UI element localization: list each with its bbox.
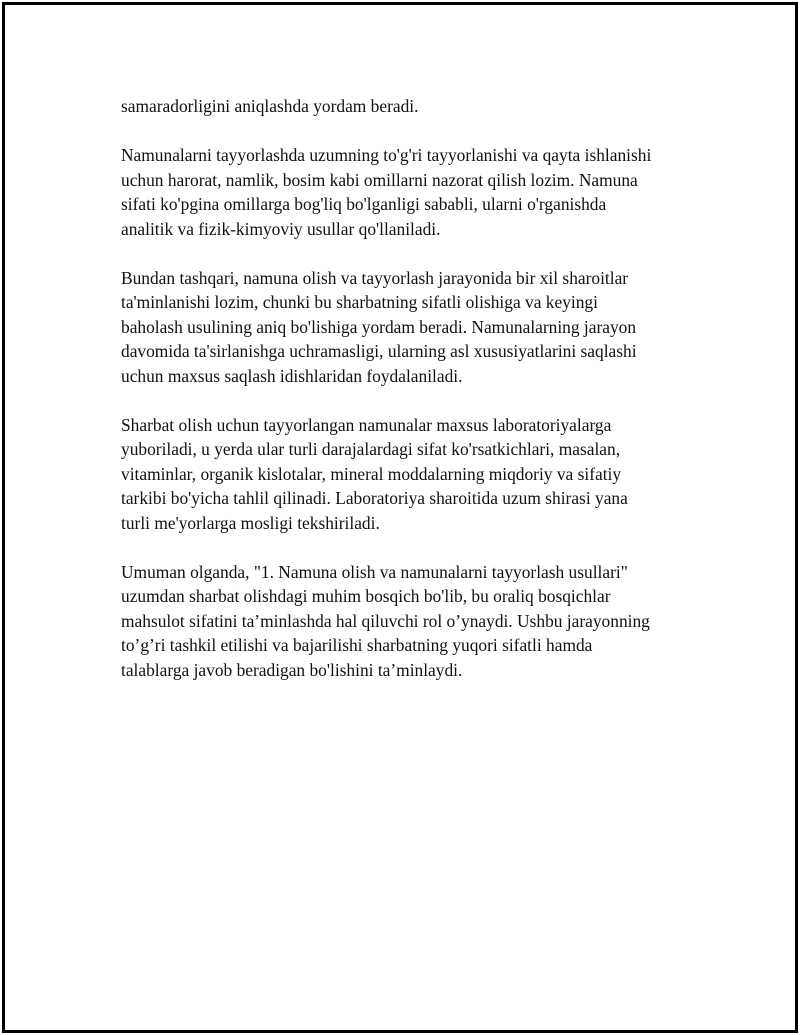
text-line: vitaminlar, organik kislotalar, mineral moddalarning miqdoriy va sifatiy [121, 463, 622, 484]
text-line: tarkibi bo'yicha tahlil qilinadi. Laboratoriya sharoitida uzum shirasi yana [121, 488, 628, 508]
text-line: uchun maxsus saqlash idishlaridan foydalaniladi. [121, 365, 463, 386]
text-line: sifati ko'pgina omillarga bog'liq bo'lganligi sababli, ularni o'rganishda [121, 194, 607, 214]
text-line: Namunalarni tayyorlashda uzumning to'g'ri tayyorlanishi va qayta ishlanishi [121, 145, 652, 165]
text-line: yuboriladi, u yerda ular turli darajalardagi sifat ko'rsatkichlari, masalan, [121, 439, 621, 459]
text-line: analitik va fizik-kimyoviy usullar qo'llaniladi. [121, 218, 441, 239]
text-line: ta'minlanishi lozim, chunki bu sharbatning sifatli olishiga va keyingi [121, 292, 598, 312]
text-line: uchun harorat, namlik, bosim kabi omillarni nazorat qilish lozim. Namuna [121, 169, 638, 190]
paragraph-2 [121, 143, 711, 241]
paragraph-5 [121, 560, 711, 683]
text-line: mahsulot sifatini ta’minlashda hal qiluvchi rol o’ynaydi. Ushbu jarayonning [121, 610, 650, 631]
text-line: Sharbat olish uchun tayyorlangan namunalar maxsus laboratoriyalarga [121, 414, 612, 435]
text-line: baholash usulining aniq bo'lishiga yordam beradi. Namunalarning jarayon [121, 316, 637, 337]
paragraph-3 [121, 266, 711, 389]
page-frame [2, 2, 798, 1033]
document-body [121, 94, 711, 707]
text-line: to’g’ri tashkil etilishi va bajarilishi sharbatning yuqori sifatli hamda [121, 635, 593, 655]
text-line: turli me'yorlarga mosligi tekshiriladi. [121, 512, 380, 533]
text-line: Umuman olganda, "1. Namuna olish va namunalarni tayyorlash usullari" [121, 561, 628, 582]
text-line: samaradorligini aniqlashda yordam beradi. [121, 96, 419, 116]
paragraph-4 [121, 413, 711, 536]
paragraph-1 [121, 94, 711, 119]
text-line: uzumdan sharbat olishdagi muhim bosqich bo'lib, bu oraliq bosqichlar [121, 586, 611, 606]
text-line: talablarga javob beradigan bo'lishini ta’minlaydi. [121, 659, 463, 680]
text-line: davomida ta'sirlanishga uchramasligi, ularning asl xususiyatlarini saqlashi [121, 341, 637, 361]
text-line: Bundan tashqari, namuna olish va tayyorlash jarayonida bir xil sharoitlar [121, 267, 629, 288]
